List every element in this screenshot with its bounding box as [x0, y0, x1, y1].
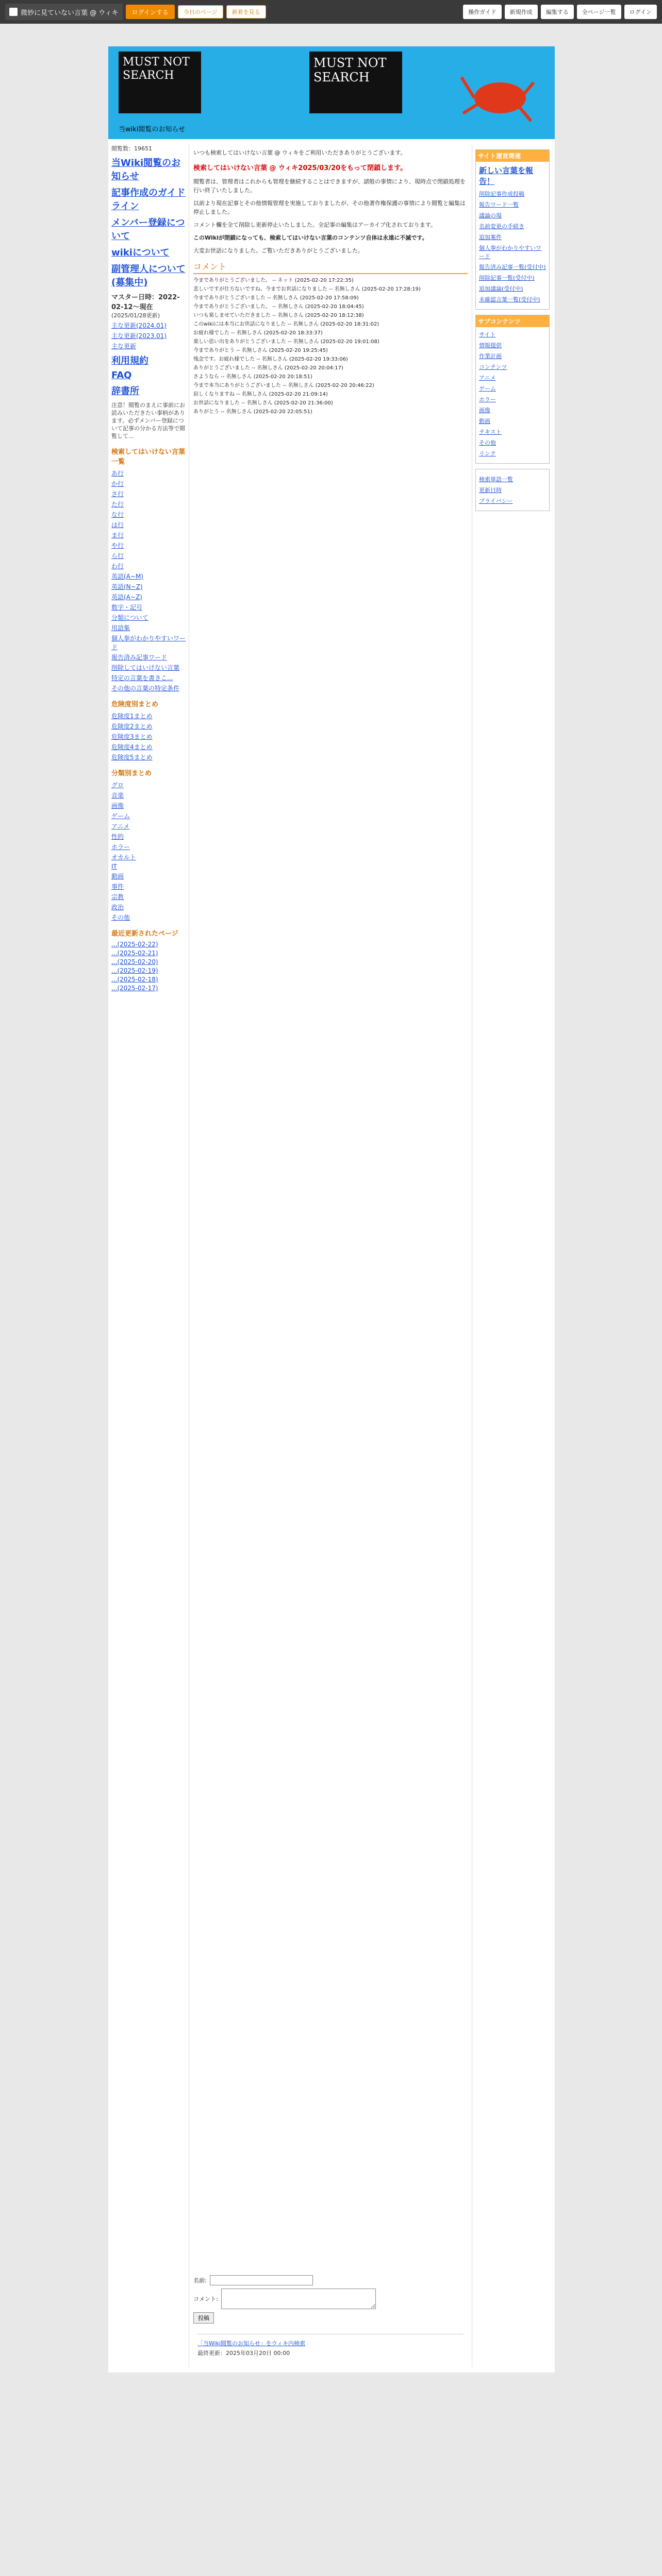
comment-item: 寂しくなりますね -- 名無しさん (2025-02-20 21:09:14) [193, 392, 328, 397]
kana-wa[interactable]: わ行 [111, 563, 124, 570]
recent-5[interactable]: ...(2025-02-18) [111, 976, 158, 983]
create-button[interactable]: 新規作成 [505, 5, 538, 19]
para-5: 大変お世話になりました。ご覧いただきありがとうございました。 [193, 247, 363, 254]
nav-update-1[interactable]: 主な更新(2024.01) [111, 322, 167, 329]
misc-7[interactable]: その他の言葉の特定条件 [111, 685, 180, 692]
recent-heading: 最近更新されたページ [111, 930, 178, 938]
kana-na[interactable]: な行 [111, 511, 124, 518]
misc-6[interactable]: 特定の言葉を書きこ... [111, 674, 173, 682]
admin-link-2[interactable]: 報告ワード一覧 [479, 201, 519, 208]
kana-sa[interactable]: さ行 [111, 490, 124, 498]
admin-box-heading: サイト運営関連 [476, 150, 549, 162]
submit-button[interactable]: 投稿 [193, 2312, 214, 2324]
today-page-button[interactable]: 今日のページ [178, 5, 223, 19]
category-heading: 分類別まとめ [111, 770, 152, 777]
logo-left[interactable]: MUST NOT SEARCH [119, 52, 201, 113]
cat-3[interactable]: 画像 [111, 802, 124, 809]
comment-item: 今までありがとうございました -- 名無しさん (2025-02-20 17:58:09) [193, 295, 359, 301]
sub-link-12[interactable]: リンク [479, 450, 496, 457]
recent-1[interactable]: ...(2025-02-22) [111, 941, 158, 948]
comment-item: 今までありがとうございました。 -- ネット (2025-02-20 17:22:35) [193, 278, 354, 283]
sub-link-10[interactable]: テキスト [479, 429, 502, 435]
cat-13[interactable]: 政治 [111, 904, 124, 911]
admin-link-3[interactable]: 議論の場 [479, 212, 502, 219]
cat-9[interactable]: IT [111, 863, 117, 870]
comment-list-filler [193, 417, 468, 2272]
admin-link-10[interactable]: 未確認言葉一覧(受付中) [479, 296, 540, 303]
rank-3[interactable]: 危険度3まとめ [111, 733, 153, 740]
admin-link-8[interactable]: 削除記事一覧(受付中) [479, 275, 535, 281]
cat-10[interactable]: 動画 [111, 873, 124, 880]
comment-item: このwikiには本当にお世話になりました -- 名無しさん (2025-02-20 18:31:02) [193, 321, 379, 327]
comment-title: コメント [193, 260, 468, 274]
comment-item: お疲れ様でした -- 名無しさん (2025-02-20 18:33:37) [193, 330, 323, 336]
kana-ya[interactable]: や行 [111, 542, 124, 549]
misc-link-3[interactable]: プライバシー [479, 498, 513, 504]
last-updated: 最終更新：2025年03月20日 00:00 [197, 2350, 290, 2357]
logo-center[interactable]: MUST NOT SEARCH [309, 52, 402, 113]
kana-ta[interactable]: た行 [111, 501, 124, 508]
sub-link-5[interactable]: アニメ [479, 375, 496, 381]
sub-link-4[interactable]: コンテンツ [479, 364, 507, 370]
site-title: 当wiki閲覧のお知らせ [119, 126, 185, 133]
main-content [189, 144, 472, 2367]
name-label: 名前: [193, 2277, 207, 2284]
sub-link-11[interactable]: その他 [479, 439, 496, 446]
para-2: 以前より現在記事とその他情報管理を実施しておりましたが、その他著作権保護の事情により閲覧と編集は停止しました。 [193, 200, 466, 215]
login-orange-button[interactable]: ログインする [126, 5, 175, 19]
para-1: 閲覧者は、管理者はこれからも管理を継続することはできますが、諸般の事情により、現時点で閉鎖処理を行い終了いたしました。 [193, 178, 466, 194]
ranking-heading: 危険度別まとめ [111, 701, 159, 708]
site-brand[interactable] [5, 4, 123, 20]
cat-2[interactable]: 音楽 [111, 792, 124, 799]
nav-about[interactable]: wikiについて [111, 247, 170, 258]
comment-item: 今まで本当にありがとうございました -- 名無しさん (2025-02-20 20:46:22) [193, 383, 374, 388]
site-brand-label: 微妙に見ていない言葉 @ ウィキ [21, 9, 119, 17]
report-new-link[interactable]: 新しい言葉を報告！ [479, 166, 534, 186]
nav-submanager[interactable]: 副管理人について(募集中) [111, 264, 186, 288]
recent-3[interactable]: ...(2025-02-20) [111, 958, 158, 965]
misc-3[interactable]: 個人拳がわかりやすいワード [111, 635, 186, 651]
nav-notice[interactable]: 当Wiki閲覧のお知らせ [111, 158, 181, 182]
notice-text: 注意！閲覧のまえに事前にお読みいただきたい事柄があります。必ずメンバー登録について記事の分かる方法等で閲覧して... [111, 402, 185, 439]
left-sidebar [111, 144, 189, 2367]
kana-ma[interactable]: ま行 [111, 532, 124, 539]
right-sidebar [472, 144, 550, 2367]
sub-link-8[interactable]: 画像 [479, 407, 490, 414]
master-date: マスター日時：2022-02-12～現在 [111, 294, 180, 311]
comment-item: ありがとうございました -- 名無しさん (2025-02-20 20:04:17) [193, 365, 343, 371]
nav-update-3[interactable]: 主な更新 [111, 343, 137, 350]
kana-en-az[interactable]: 英語(A~Z) [111, 594, 142, 601]
sub-link-6[interactable]: ゲーム [479, 385, 496, 392]
admin-link-7[interactable]: 報告済み記事一覧(受付中) [479, 264, 546, 270]
misc-1[interactable]: 分類について [111, 614, 148, 621]
all-pages-button[interactable]: 全ページ一覧 [577, 5, 621, 19]
comment-item: いつも楽しませていただきました -- 名無しさん (2025-02-20 18:12:38) [193, 313, 364, 318]
para-3: コメント欄を全て削除し更新停止いたしました。全記事の編集はアーカイブ化されております。 [193, 222, 436, 228]
misc-box [475, 469, 550, 511]
recent-4[interactable]: ...(2025-02-19) [111, 967, 158, 974]
kana-a[interactable]: あ行 [111, 470, 124, 477]
comment-item: 残念です。お疲れ様でした -- 名無しさん (2025-02-20 19:33:06) [193, 357, 348, 362]
nav-guideline[interactable]: 記事作成のガイドライン [111, 188, 186, 212]
kana-num[interactable]: 数字・記号 [111, 604, 143, 611]
cat-6[interactable]: 性的 [111, 833, 124, 840]
sub-link-2[interactable]: 情報提供 [479, 342, 502, 349]
admin-box [475, 149, 550, 310]
page-footer-info [197, 2334, 464, 2357]
kana-en-nz[interactable]: 英語(N~Z) [111, 583, 143, 590]
comment-row [193, 2289, 468, 2309]
misc-link-2[interactable]: 更新日時 [479, 487, 502, 494]
search-heading: 検索してはいけない言葉 一覧 [111, 448, 186, 466]
admin-link-9[interactable]: 追加議論(受付中) [479, 285, 523, 292]
admin-link-1[interactable]: 削除記事作成投稿 [479, 191, 524, 197]
cat-1[interactable]: グロ [111, 782, 124, 789]
misc-2[interactable]: 用語集 [111, 624, 130, 632]
closing-headline: 検索してはいけない言葉 @ ウィキ2025/03/20をもって閉鎖します。 [193, 164, 407, 172]
comment-item: 悲しいですが仕方ないですね、今までお世話になりました -- 名無しさん (2025-02-20 17:28:19) [193, 286, 421, 292]
rank-2[interactable]: 危険度2まとめ [111, 723, 153, 730]
nav-dict[interactable]: 辞書所 [111, 386, 139, 397]
comment-item: 楽しい思い出をありがとうございました -- 名無しさん (2025-02-20 19:01:08) [193, 339, 379, 345]
view-count: 閲覧数：19651 [111, 145, 152, 152]
cat-11[interactable]: 事件 [111, 883, 124, 890]
cat-4[interactable]: ゲーム [111, 812, 130, 820]
top-toolbar [0, 0, 662, 24]
login-button[interactable]: ログイン [624, 5, 657, 19]
cat-12[interactable]: 宗教 [111, 893, 124, 901]
name-row [193, 2275, 468, 2285]
admin-link-4[interactable]: 名前変更の手続き [479, 223, 524, 230]
update-date: (2025/01/28更新) [111, 312, 160, 319]
wiki-icon [9, 8, 18, 16]
cat-7[interactable]: ホラー [111, 843, 130, 851]
misc-link-1[interactable]: 検索単語一覧 [479, 476, 513, 483]
sub-link-7[interactable]: ホラー [479, 396, 496, 403]
misc-4[interactable]: 報告済み記事ワード [111, 654, 168, 661]
recent-6[interactable]: ...(2025-02-17) [111, 985, 158, 992]
site-banner [108, 46, 555, 139]
nav-terms[interactable]: 利用規約 [111, 355, 148, 366]
cat-5[interactable]: アニメ [111, 823, 130, 830]
recent-2[interactable]: ...(2025-02-21) [111, 950, 158, 957]
comment-item: ありがとう -- 名無しさん (2025-02-20 22:05:51) [193, 409, 312, 415]
nav-faq[interactable]: FAQ [111, 370, 132, 381]
rank-1[interactable]: 危険度1まとめ [111, 713, 153, 720]
kana-ra[interactable]: ら行 [111, 552, 124, 560]
cat-14[interactable]: その他 [111, 914, 130, 921]
misc-5[interactable]: 削除してはいけない言葉 [111, 664, 180, 671]
nav-member[interactable]: メンバー登録について [111, 217, 185, 242]
nav-update-2[interactable]: 主な更新(2023.01) [111, 332, 167, 340]
admin-link-5[interactable]: 追加案件 [479, 234, 502, 241]
admin-link-6[interactable]: 個人拳がわかりやすいワード [479, 245, 541, 260]
kana-ka[interactable]: か行 [111, 480, 124, 487]
name-input[interactable] [210, 2275, 313, 2285]
comment-input[interactable] [221, 2289, 376, 2309]
edit-button[interactable]: 編集する [541, 5, 574, 19]
new-page-button[interactable]: 新着を見る [226, 5, 266, 19]
rank-4[interactable]: 危険度4まとめ [111, 743, 153, 751]
subcontent-heading: サブコンテンツ [476, 315, 549, 327]
sub-link-9[interactable]: 動画 [479, 418, 490, 425]
guide-button[interactable]: 操作ガイド [463, 5, 502, 19]
sub-link-3[interactable]: 作業計画 [479, 353, 502, 360]
comment-list [193, 277, 468, 416]
page-wrapper [108, 46, 555, 2372]
rank-5[interactable]: 危険度5まとめ [111, 754, 153, 761]
comment-item: さようなら -- 名無しさん (2025-02-20 20:18:51) [193, 374, 312, 380]
kana-ha[interactable]: は行 [111, 521, 124, 529]
comment-item: 今までありがとうございました。 -- 名無しさん (2025-02-20 18:04:45) [193, 304, 364, 310]
comment-item: お世話になりました -- 名無しさん (2025-02-20 21:36:00) [193, 400, 333, 406]
para-4: このWikiが閉鎖になっても、検索してはいけない言葉のコンテンツ自体は永遠に不滅です。 [193, 234, 428, 241]
sub-link-1[interactable]: サイト [479, 331, 496, 338]
subcontent-box [475, 315, 550, 464]
search-page-link[interactable]: 「当Wiki閲覧のお知らせ」をウィキ内検索 [197, 2340, 306, 2347]
comment-label: コメント: [193, 2296, 218, 2302]
intro-text: いつも検索してはいけない言葉 @ ウィキをご利用いただきありがとうございます。 [193, 149, 406, 156]
comment-item: 今までありがとう -- 名無しさん (2025-02-20 19:25:45) [193, 348, 328, 353]
kana-en-am[interactable]: 英語(A~M) [111, 573, 143, 580]
cat-8[interactable]: オカルト [111, 854, 136, 861]
crab-illustration [459, 67, 536, 129]
